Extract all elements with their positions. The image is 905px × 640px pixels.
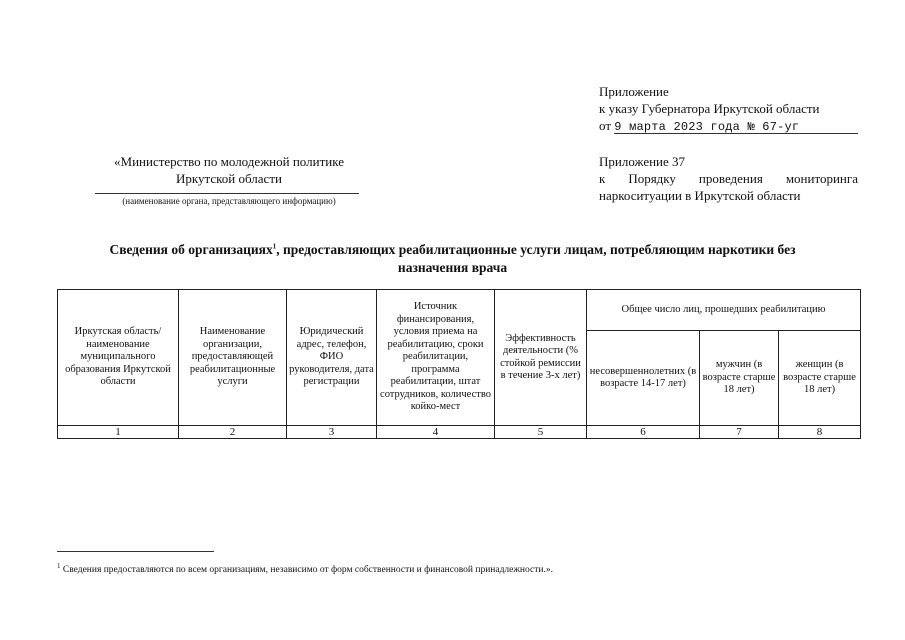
- footnote-marker: 1: [57, 561, 61, 570]
- column-number: 6: [587, 426, 700, 439]
- footnote: [57, 561, 857, 576]
- header-effectiveness: Эффективность деятельности (% стойкой ремиссии в течение 3-х лет): [495, 290, 587, 426]
- date-underline: [614, 133, 858, 134]
- ministry-underline: [95, 193, 359, 194]
- column-number: 2: [179, 426, 287, 439]
- document-title-line2: назначения врача: [397, 260, 508, 275]
- rehab-table: [57, 289, 861, 439]
- appendix-date-value: 9 марта 2023 года № 67-уг: [614, 120, 800, 134]
- header-region: Иркутская область/ наименование муниципального образования Иркутской области: [58, 290, 179, 426]
- header-minors: несовершеннолетних (в возрасте 14-17 лет): [587, 331, 700, 426]
- appendix37-line2: [599, 170, 858, 187]
- header-financing: Источник финансирования, условия приема на реабилитацию, сроки реабилитации, программа реабилитации, штат сотрудников, количество койко-мест: [377, 290, 495, 426]
- column-number: 1: [58, 426, 179, 439]
- appendix-date-prefix: от: [599, 118, 612, 133]
- column-number: 3: [287, 426, 377, 439]
- column-number: 4: [377, 426, 495, 439]
- ministry-caption: (наименование органа, представляющего информацию): [122, 196, 336, 206]
- column-number: 8: [779, 426, 861, 439]
- header-address: Юридический адрес, телефон, ФИО руководителя, дата регистрации: [287, 290, 377, 426]
- header-women: женщин (в возрасте старше 18 лет): [779, 331, 861, 426]
- table-row: [58, 426, 861, 439]
- appendix37-title: Приложение 37: [599, 154, 686, 169]
- ministry-name-line2: Иркутской области: [176, 171, 282, 186]
- column-number: 7: [700, 426, 779, 439]
- footnote-text: Сведения предоставляются по всем организациям, независимо от форм собственности и финансовой принадлежности.».: [60, 565, 553, 575]
- footnote-separator: [57, 551, 214, 552]
- appendix37-line3: наркоситуации в Иркутской области: [599, 188, 801, 203]
- table-header-row: [58, 290, 861, 331]
- header-group-total: Общее число лиц, прошедших реабилитацию: [587, 290, 861, 331]
- appendix37-word: проведения: [698, 171, 763, 186]
- appendix37-word: к: [599, 171, 606, 186]
- document-title-line1: [40, 241, 865, 258]
- title-footnote-marker: 1: [272, 242, 277, 251]
- appendix37-word: Порядку: [628, 171, 676, 186]
- appendix37-word: мониторинга: [785, 171, 858, 186]
- appendix-title: Приложение: [599, 84, 669, 99]
- column-number: 5: [495, 426, 587, 439]
- title-part2: , предоставляющих реабилитационные услуги лицам, потребляющим наркотики без: [276, 242, 796, 257]
- title-part1: Сведения об организациях: [109, 242, 273, 257]
- header-organization: Наименование организации, предоставляющей реабилитационные услуги: [179, 290, 287, 426]
- appendix-decree-line: к указу Губернатора Иркутской области: [599, 101, 820, 116]
- ministry-name-line1: «Министерство по молодежной политике: [114, 154, 344, 169]
- header-men: мужчин (в возрасте старше 18 лет): [700, 331, 779, 426]
